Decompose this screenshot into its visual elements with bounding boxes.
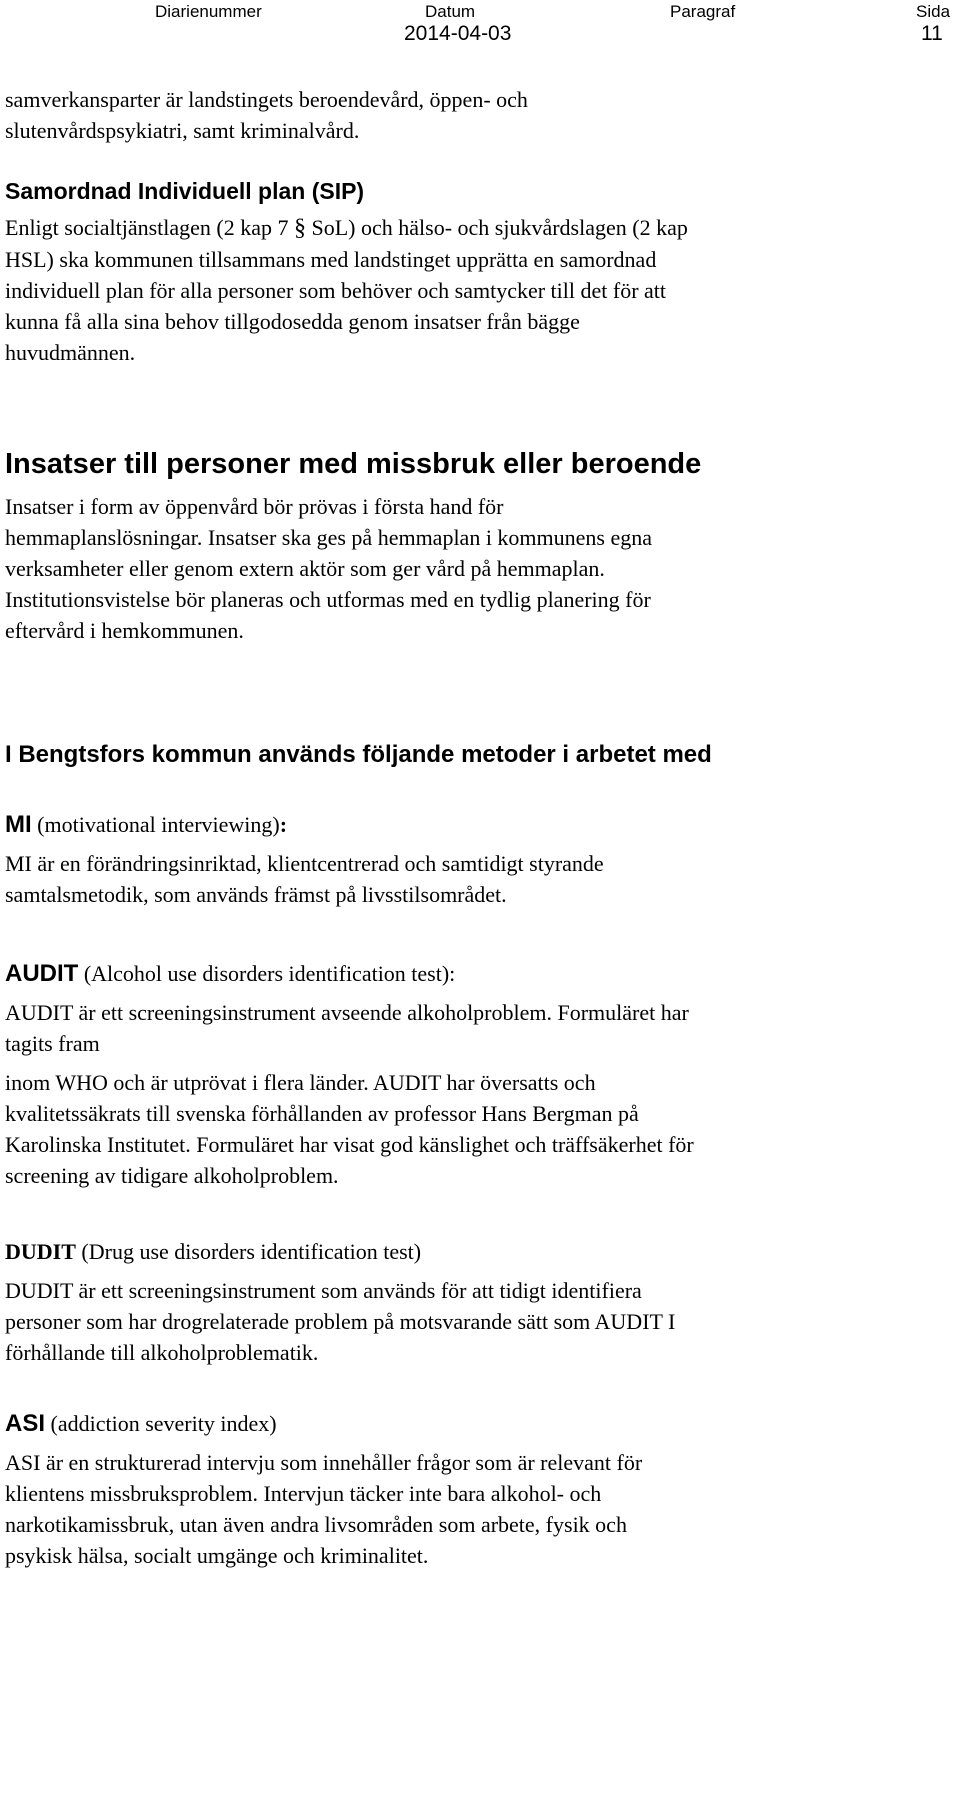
section-symbol: § xyxy=(294,215,306,241)
datum-value: 2014-04-03 xyxy=(404,22,512,45)
text-fragment: SoL) och hälso- och sjukvårdslagen (2 kap xyxy=(306,215,688,240)
mi-section xyxy=(5,809,604,910)
mi-title-rest: (motivational interviewing) xyxy=(31,812,280,837)
text-line: MI är en förändringsinriktad, klientcentrerad och samtidigt styrande xyxy=(5,851,604,876)
dudit-term: DUDIT xyxy=(5,1239,76,1264)
text-line: klientens missbruksproblem. Intervjun täcker inte bara alkohol- och xyxy=(5,1481,602,1506)
text-line: AUDIT är ett screeningsinstrument avseende alkoholproblem. Formuläret har xyxy=(5,1000,689,1025)
dudit-title xyxy=(5,1236,675,1267)
mi-title xyxy=(5,809,604,840)
text-line: ASI är en strukturerad intervju som innehåller frågor som är relevant för xyxy=(5,1450,643,1475)
text-line: inom WHO och är utprövat i flera länder. AUDIT har översatts och xyxy=(5,1070,596,1095)
text-line: individuell plan för alla personer som behöver och samtycker till det för att xyxy=(5,278,667,303)
text-line: narkotikamissbruk, utan även andra livsområden som arbete, fysik och xyxy=(5,1512,627,1537)
insatser-heading: Insatser till personer med missbruk eller beroende xyxy=(5,448,702,480)
text-line: kunna få alla sina behov tillgodosedda genom insatser från bägge xyxy=(5,309,580,334)
sida-value: 11 xyxy=(921,22,943,45)
sip-heading: Samordnad Individuell plan (SIP) xyxy=(5,178,365,204)
text-line: Karolinska Institutet. Formuläret har visat god känslighet och träffsäkerhet för xyxy=(5,1132,694,1157)
dudit-title-rest: (Drug use disorders identification test) xyxy=(75,1239,422,1264)
text-line: huvudmännen. xyxy=(5,340,136,365)
audit-term: AUDIT xyxy=(5,960,79,987)
datum-label: Datum xyxy=(425,2,476,21)
audit-title xyxy=(5,958,694,989)
text-fragment: Enligt socialtjänstlagen (2 kap 7 xyxy=(5,215,294,240)
asi-term: ASI xyxy=(5,1410,46,1437)
text-line: eftervård i hemkommunen. xyxy=(5,618,244,643)
text-line: Insatser i form av öppenvård bör prövas i första hand för xyxy=(5,494,504,519)
audit-section xyxy=(5,958,694,1191)
text-line: slutenvårdspsykiatri, samt kriminalvård. xyxy=(5,118,360,143)
text-line xyxy=(5,212,688,244)
text-line: samverkansparter är landstingets beroendevård, öppen- och xyxy=(5,87,528,112)
asi-title xyxy=(5,1408,642,1439)
mi-term: MI xyxy=(5,811,32,838)
text-line: tagits fram xyxy=(5,1031,100,1056)
text-line: Institutionsvistelse bör planeras och utformas med en tydlig planering för xyxy=(5,587,651,612)
text-line: DUDIT är ett screeningsinstrument som används för att tidigt identifiera xyxy=(5,1278,642,1303)
intro-paragraph xyxy=(5,84,528,146)
text-line: hemmaplanslösningar. Insatser ska ges på hemmaplan i kommunens egna xyxy=(5,525,653,550)
diarienummer-label: Diarienummer xyxy=(155,2,262,21)
insatser-paragraph xyxy=(5,491,652,646)
asi-section xyxy=(5,1408,642,1571)
mi-colon: : xyxy=(279,812,288,837)
text-line: samtalsmetodik, som används främst på livsstilsområdet. xyxy=(5,882,507,907)
dudit-section xyxy=(5,1236,675,1368)
sip-paragraph xyxy=(5,212,688,368)
metoder-heading: I Bengtsfors kommun används följande metoder i arbetet med xyxy=(5,741,712,768)
text-line: personer som har drogrelaterade problem på motsvarande sätt som AUDIT I xyxy=(5,1309,676,1334)
text-line: förhållande till alkoholproblematik. xyxy=(5,1340,319,1365)
asi-title-rest: (addiction severity index) xyxy=(45,1411,277,1436)
text-line: screening av tidigare alkoholproblem. xyxy=(5,1163,339,1188)
paragraf-label: Paragraf xyxy=(670,2,736,21)
text-line: verksamheter eller genom extern aktör som ger vård på hemmaplan. xyxy=(5,556,605,581)
text-line: kvalitetssäkrats till svenska förhållanden av professor Hans Bergman på xyxy=(5,1101,639,1126)
audit-title-rest: (Alcohol use disorders identification test): xyxy=(78,961,456,986)
text-line: HSL) ska kommunen tillsammans med landstinget upprätta en samordnad xyxy=(5,247,657,272)
text-line: psykisk hälsa, socialt umgänge och kriminalitet. xyxy=(5,1543,429,1568)
sida-label: Sida xyxy=(916,2,951,21)
